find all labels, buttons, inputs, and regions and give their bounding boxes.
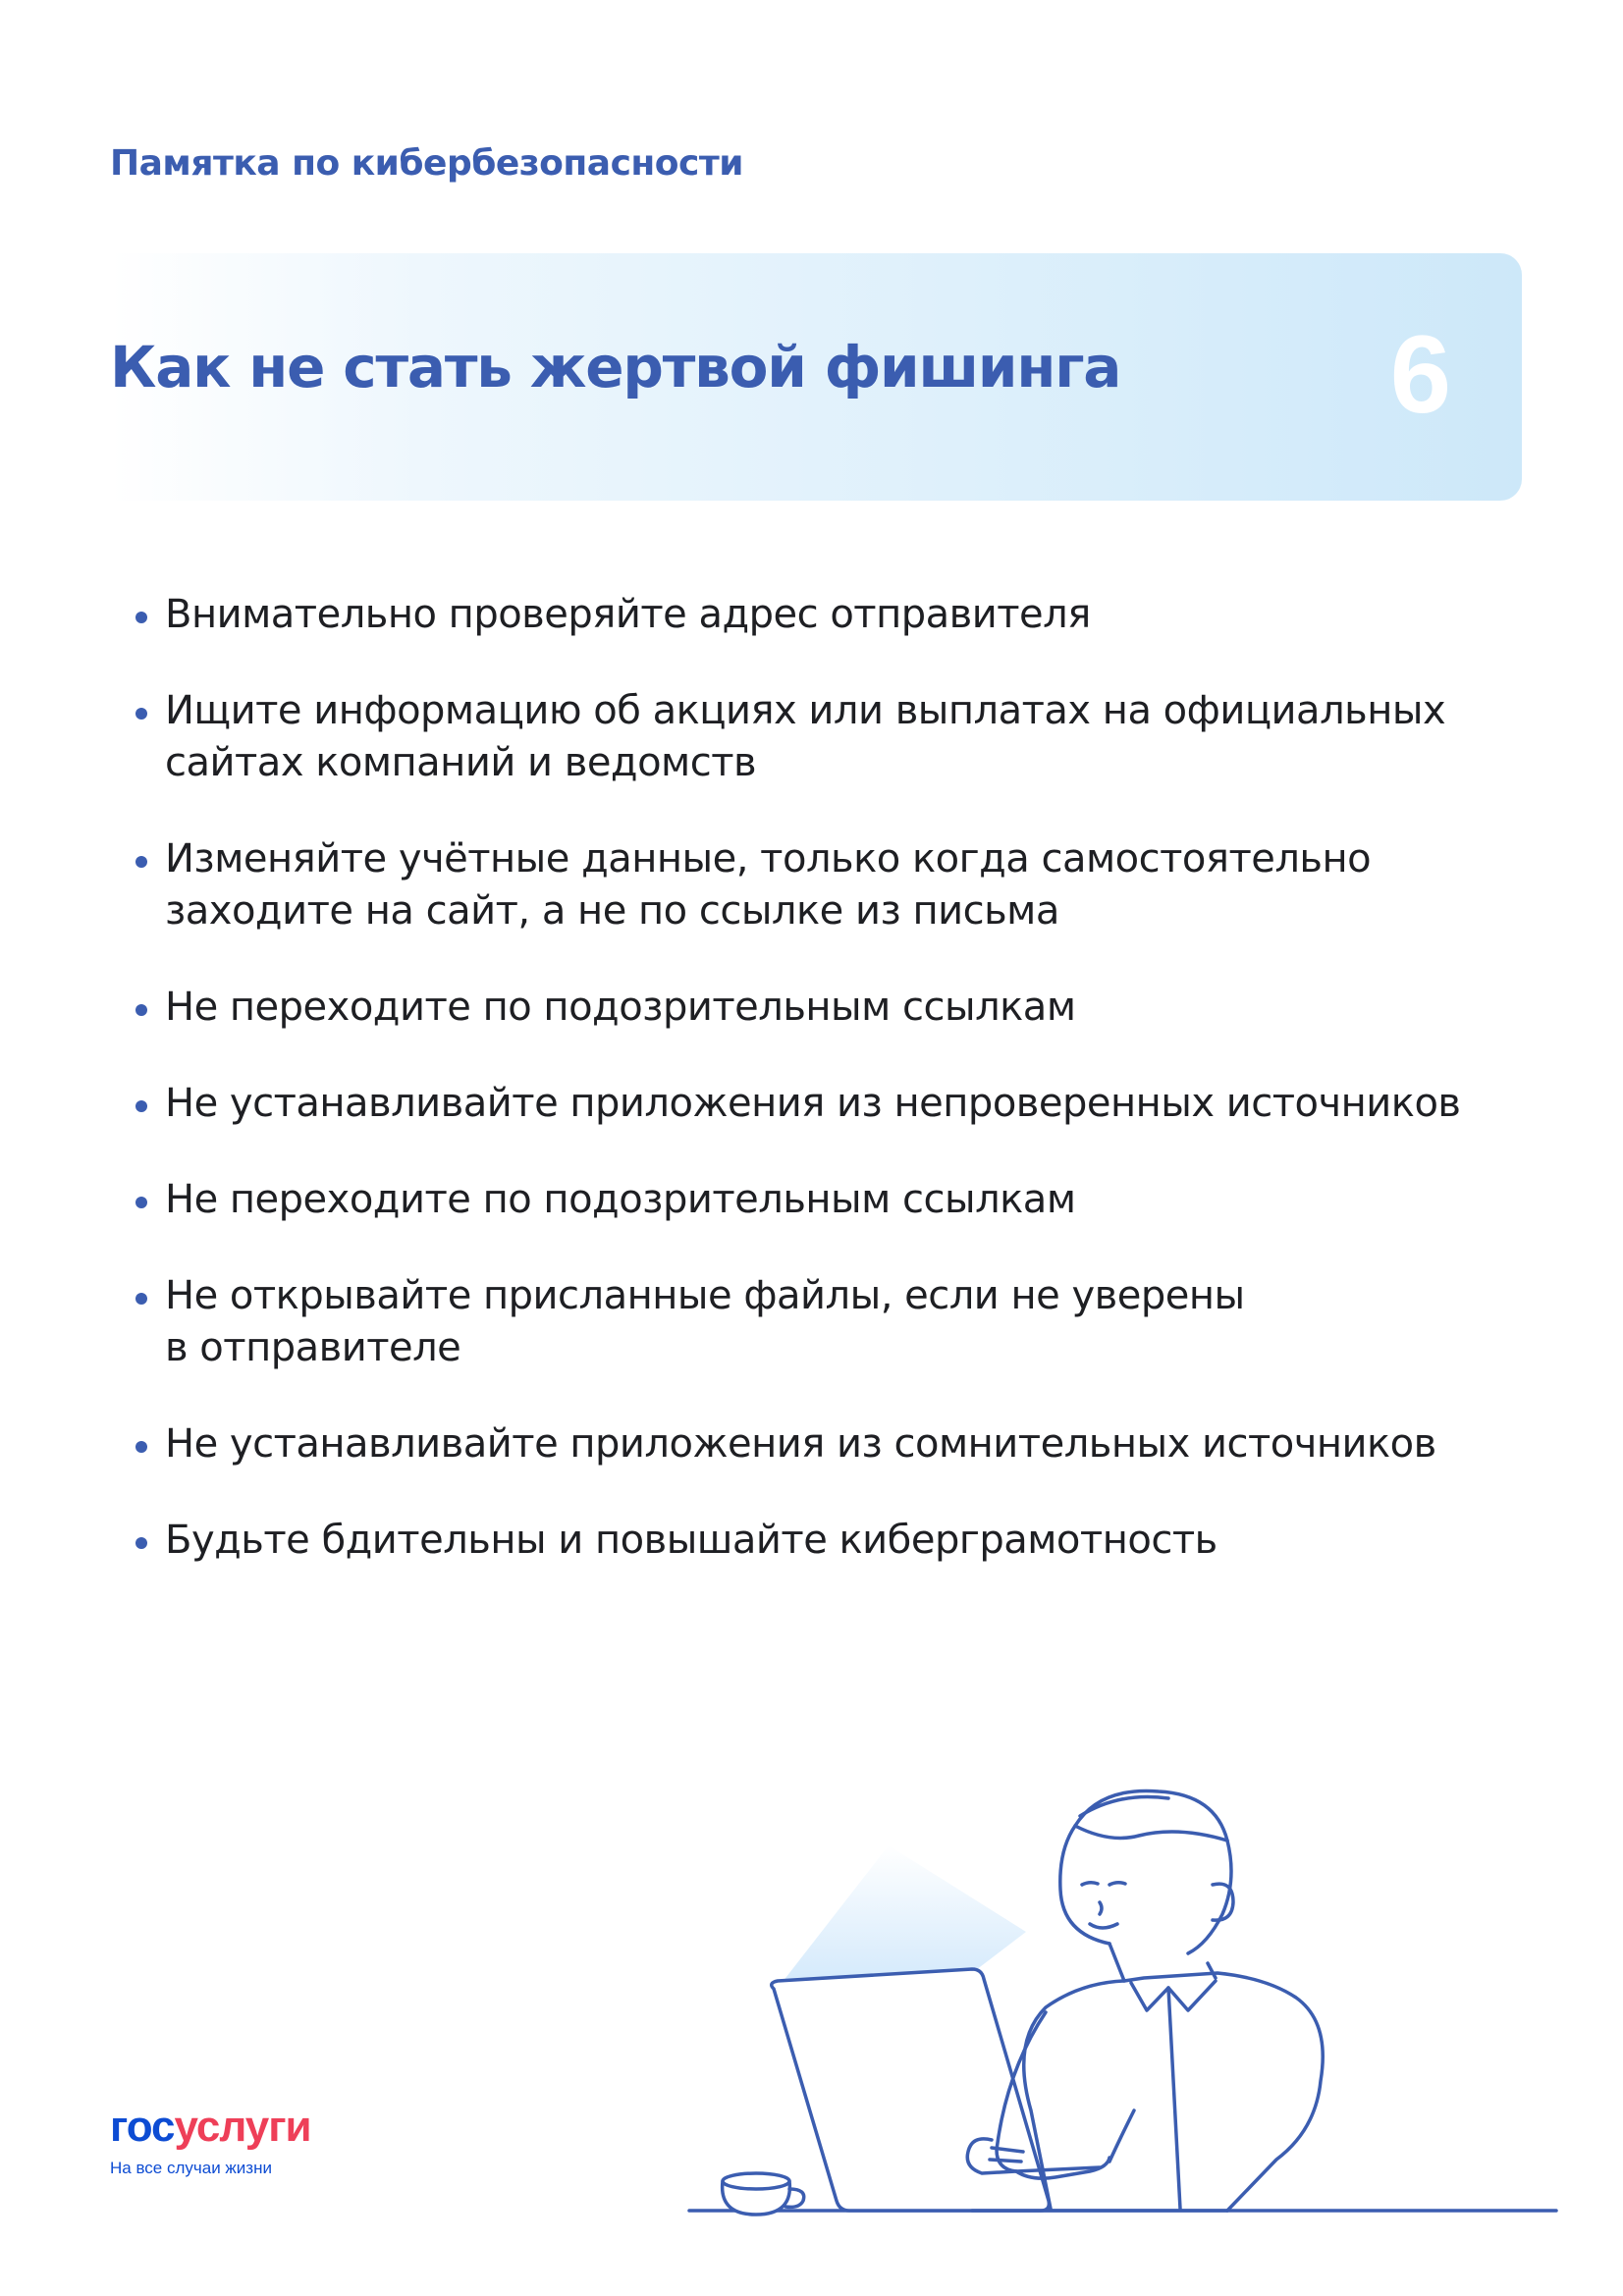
gosuslugi-logo <box>110 2103 311 2178</box>
tip-line: Внимательно проверяйте адрес отправителя <box>165 592 1091 637</box>
list-item <box>135 982 1510 1034</box>
tip-line: Не устанавливайте приложения из сомнительных источников <box>165 1421 1436 1467</box>
bullet-dot-icon <box>135 612 147 623</box>
page-title: Как не стать жертвой фишинга <box>110 334 1121 400</box>
screen-glow <box>776 1845 1026 1991</box>
tip-line: Не устанавливайте приложения из непроверенных источников <box>165 1081 1461 1126</box>
tips-list <box>135 589 1510 1611</box>
bullet-dot-icon <box>135 1441 147 1453</box>
bullet-dot-icon <box>135 1004 147 1016</box>
bullet-dot-icon <box>135 856 147 868</box>
list-item <box>135 1515 1510 1567</box>
bullet-dot-icon <box>135 1537 147 1549</box>
tip-line: Ищите информацию об акциях или выплатах на официальных <box>165 688 1446 733</box>
logo-wordmark <box>110 2103 311 2151</box>
list-item <box>135 1174 1510 1226</box>
coffee-cup-icon <box>723 2173 804 2215</box>
bullet-dot-icon <box>135 708 147 720</box>
list-item <box>135 1078 1510 1130</box>
tip-line: в отправителе <box>165 1325 461 1370</box>
title-banner <box>110 253 1522 501</box>
list-item <box>135 833 1510 937</box>
memo-number: 6 <box>1389 313 1451 436</box>
tip-line: Не переходите по подозрительным ссылкам <box>165 985 1076 1030</box>
list-item <box>135 1418 1510 1470</box>
list-item <box>135 589 1510 641</box>
tip-line: Изменяйте учётные данные, только когда самостоятельно <box>165 836 1372 881</box>
list-item <box>135 1270 1510 1374</box>
tip-line: Не переходите по подозрительным ссылкам <box>165 1177 1076 1222</box>
tip-line: Будьте бдительны и повышайте киберграмотность <box>165 1518 1217 1563</box>
laptop-screen <box>772 1969 1050 2211</box>
logo-tagline: На все случаи жизни <box>110 2159 272 2177</box>
logo-part-uslugi: услуги <box>174 2103 311 2151</box>
person-at-laptop-illustration <box>677 1787 1561 2238</box>
tip-line: заходите на сайт, а не по ссылке из письма <box>165 888 1059 934</box>
person-head <box>1060 1790 1231 1953</box>
tip-line: сайтах компаний и ведомств <box>165 740 757 785</box>
page-subtitle: Памятка по кибербезопасности <box>110 143 743 184</box>
tip-line: Не открывайте присланные файлы, если не уверены <box>165 1273 1245 1318</box>
bullet-dot-icon <box>135 1293 147 1305</box>
bullet-dot-icon <box>135 1100 147 1112</box>
logo-part-gos: гос <box>110 2103 175 2151</box>
list-item <box>135 685 1510 789</box>
bullet-dot-icon <box>135 1197 147 1208</box>
